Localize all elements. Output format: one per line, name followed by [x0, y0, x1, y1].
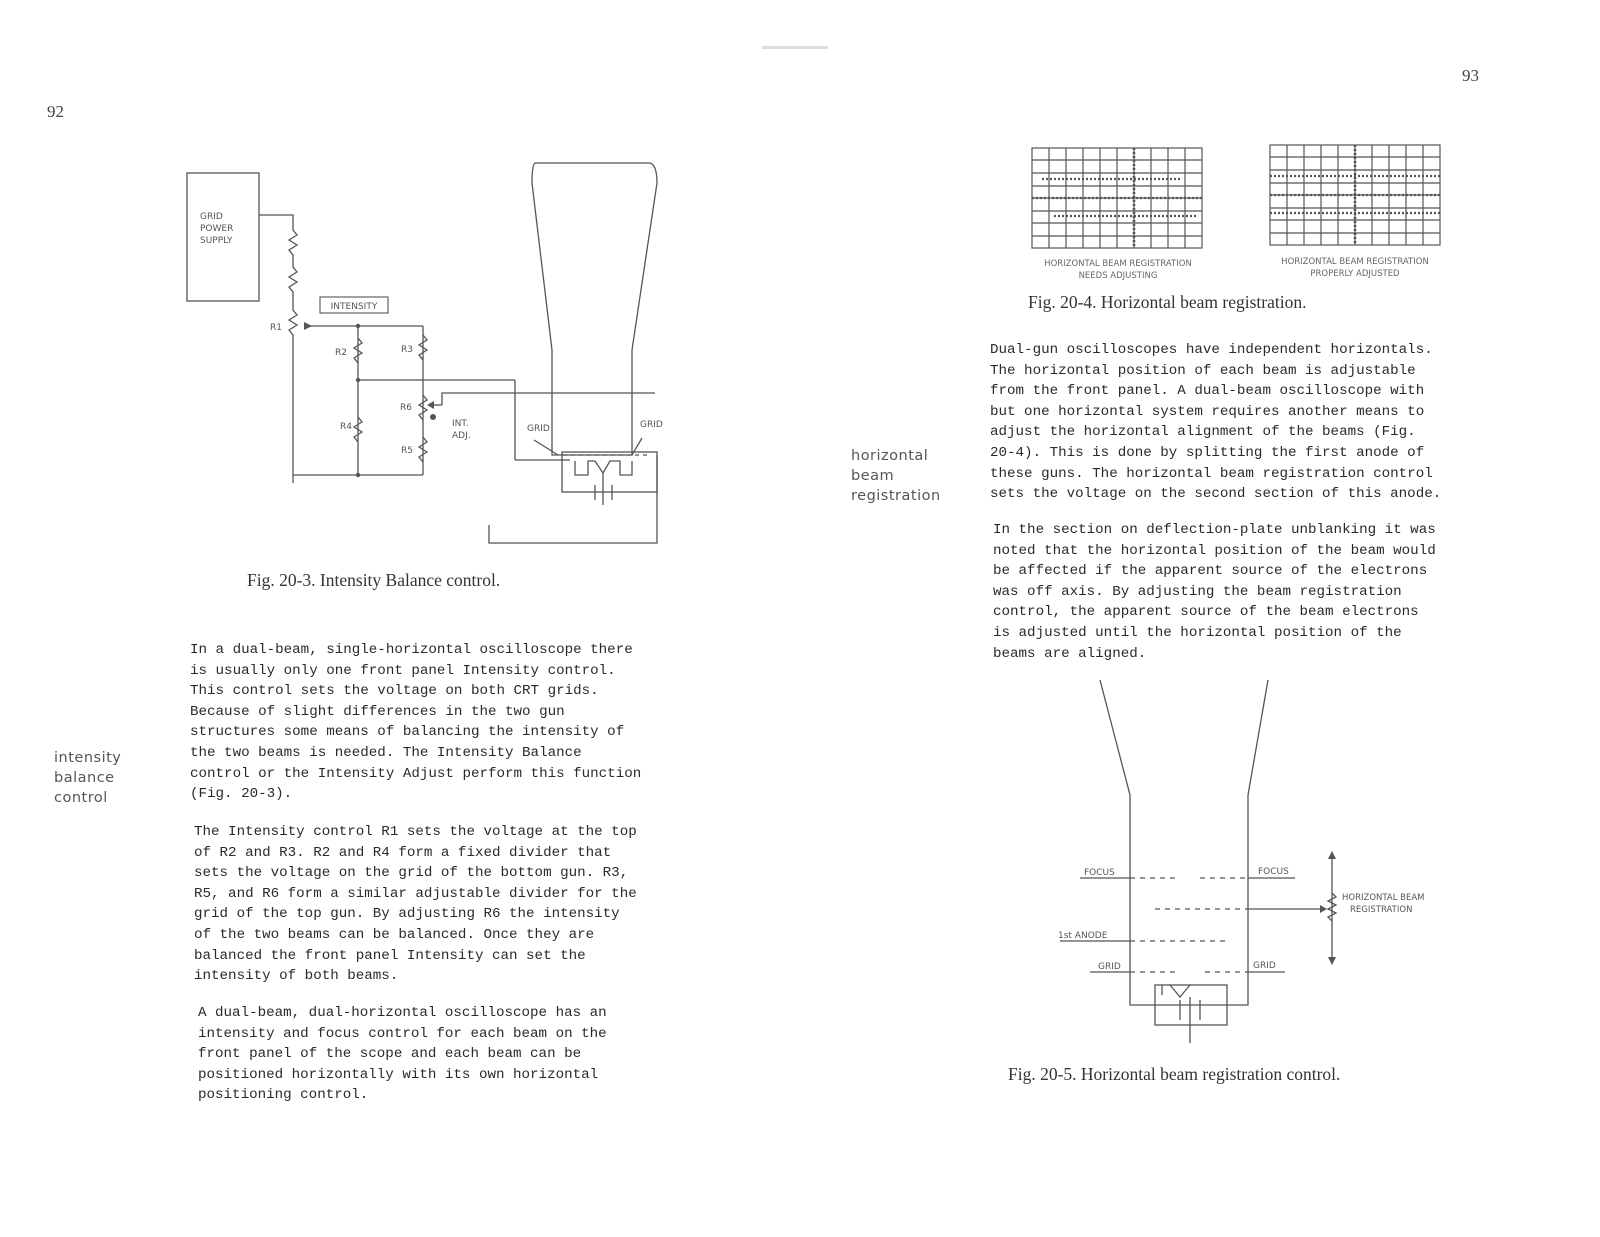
power-supply-label-1: GRID: [200, 212, 223, 222]
margin-note-registration: horizontal beam registration: [851, 448, 941, 504]
intensity-box-label: INTENSITY: [330, 302, 378, 312]
r2-label: R2: [335, 348, 347, 358]
int-adj-label-1: INT.: [452, 419, 469, 429]
grid-right-label-2: GRID: [1253, 961, 1276, 971]
intensity-balance-schematic: [180, 155, 700, 555]
first-anode-label: 1st ANODE: [1058, 931, 1108, 941]
paragraph-left-2: The Intensity control R1 sets the voltage at the top of R2 and R3. R2 and R4 form a fixed divider that sets the voltage on the grid of the bottom gun. R3, R5, and R6 form a similar adjustable divider for the grid of the top gun. By adjusting R6 the intensity of the two beams can be balanced. Once they are balanced the front panel Intensity can set the intensity of both beams.: [194, 824, 637, 985]
focus-left-label: FOCUS: [1084, 868, 1115, 878]
graticule-properly-adjusted: [1268, 143, 1443, 248]
power-supply-label-2: POWER: [200, 224, 234, 234]
r4-label: R4: [340, 422, 352, 432]
registration-control-label-2: REGISTRATION: [1350, 905, 1413, 915]
paragraph-right-1: Dual-gun oscilloscopes have independent horizontals. The horizontal position of each beam is adjustable from the front panel. A dual-beam oscilloscope with but one horizontal system requires another means to adjust the horizontal alignment of the beams (Fig. 20-4). This is done by splitting the first anode of these guns. The horizontal beam registration control sets the voltage on the second section of this anode.: [990, 342, 1442, 503]
power-supply-label-3: SUPPLY: [200, 236, 233, 246]
int-adj-label-2: ADJ.: [452, 431, 471, 441]
figure-20-3-caption: Fig. 20-3. Intensity Balance control.: [247, 570, 501, 590]
r3-label: R3: [401, 345, 413, 355]
r1-label: R1: [270, 323, 282, 333]
registration-control-label-1: HORIZONTAL BEAM: [1342, 893, 1425, 903]
page-number-left: 92: [47, 102, 64, 121]
figure-20-4-caption: Fig. 20-4. Horizontal beam registration.: [1028, 292, 1307, 312]
figure-20-5-caption: Fig. 20-5. Horizontal beam registration control.: [1008, 1064, 1341, 1084]
binding-crease-mark: [762, 46, 828, 49]
paragraph-left-1: In a dual-beam, single-horizontal oscilloscope there is usually only one front panel Intensity control. This control sets the voltage on both CRT grids. Because of slight differences in the two gun structures some means of balancing the intensity of the two beams is needed. The Intensity Balance control or the Intensity Adjust perform this function (Fig. 20-3).: [190, 642, 642, 803]
graticule-needs-adjusting: [1030, 146, 1205, 251]
label-needs-adjusting: HORIZONTAL BEAM REGISTRATION NEEDS ADJUSTING: [1044, 259, 1192, 281]
beam-registration-diagram: [1050, 675, 1470, 1045]
focus-right-label: FOCUS: [1258, 867, 1289, 877]
paragraph-right-2: In the section on deflection-plate unblanking it was noted that the horizontal position of the beam would be affected if the apparent source of the electrons was off axis. By adjusting the beam registration control, the apparent source of the beam electrons is adjusted until the horizontal position of the beams are aligned.: [993, 522, 1436, 662]
grid-right-label: GRID: [640, 420, 663, 430]
margin-note-intensity: intensity balance control: [54, 750, 122, 806]
grid-left-label: GRID: [527, 424, 550, 434]
paragraph-left-3: A dual-beam, dual-horizontal oscilloscope has an intensity and focus control for each beam on the front panel of the scope and each beam can be positioned horizontally with its own horizontal positioning control.: [198, 1005, 607, 1104]
r5-label: R5: [401, 446, 413, 456]
r6-label: R6: [400, 403, 412, 413]
grid-left-label-2: GRID: [1098, 962, 1121, 972]
label-properly-adjusted: HORIZONTAL BEAM REGISTRATION PROPERLY ADJUSTED: [1281, 257, 1429, 279]
page-number-right: 93: [1462, 66, 1479, 85]
